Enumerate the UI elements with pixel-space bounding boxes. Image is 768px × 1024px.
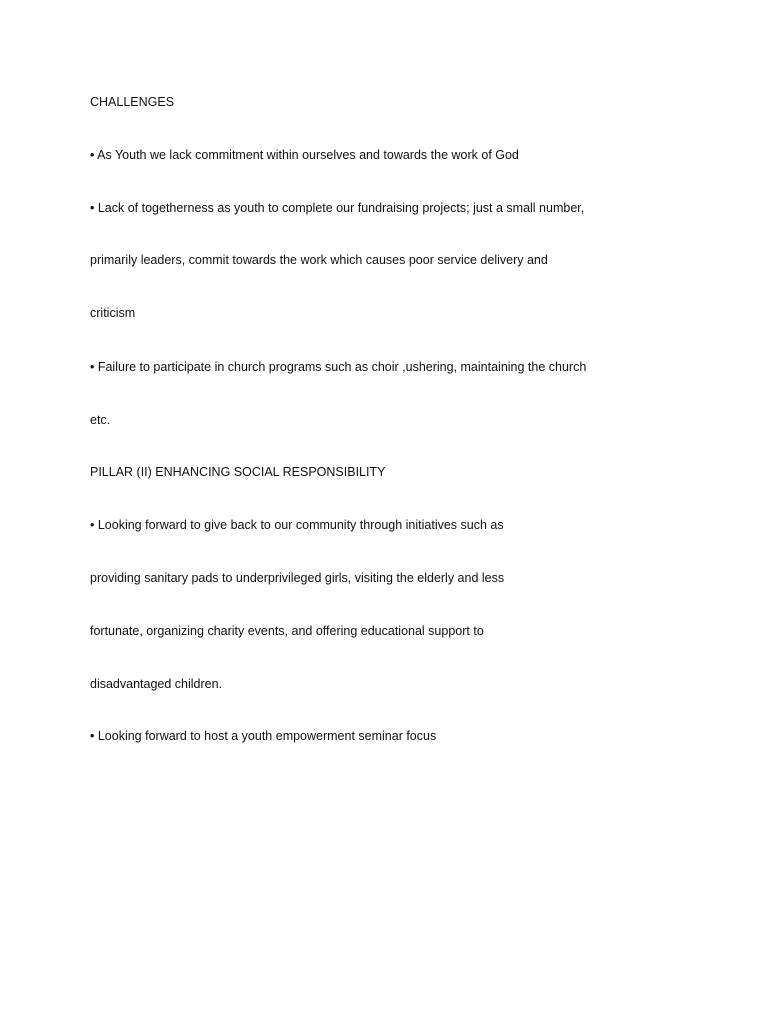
paragraph-line: disadvantaged children. xyxy=(90,677,223,691)
paragraph-line: primarily leaders, commit towards the work which causes poor service delivery and xyxy=(90,253,548,267)
paragraph-line: etc. xyxy=(90,413,111,427)
paragraph-line: providing sanitary pads to underprivileged girls, visiting the elderly and less xyxy=(90,571,505,585)
paragraph-line: fortunate, organizing charity events, and offering educational support to xyxy=(90,624,484,638)
bullet-item-commitment: • As Youth we lack commitment within ourselves and towards the work of God xyxy=(90,148,519,162)
section-heading-challenges: CHALLENGES xyxy=(90,95,175,109)
bullet-item-togetherness: • Lack of togetherness as youth to complete our fundraising projects; just a small number, xyxy=(90,201,585,215)
bullet-item-participation: • Failure to participate in church programs such as choir ,ushering, maintaining the church xyxy=(90,360,587,374)
section-heading-pillar-ii: PILLAR (II) ENHANCING SOCIAL RESPONSIBILITY xyxy=(90,465,386,479)
bullet-item-seminar: • Looking forward to host a youth empowerment seminar focus xyxy=(90,729,437,743)
bullet-item-give-back: • Looking forward to give back to our community through initiatives such as xyxy=(90,518,504,532)
paragraph-line: criticism xyxy=(90,306,136,320)
